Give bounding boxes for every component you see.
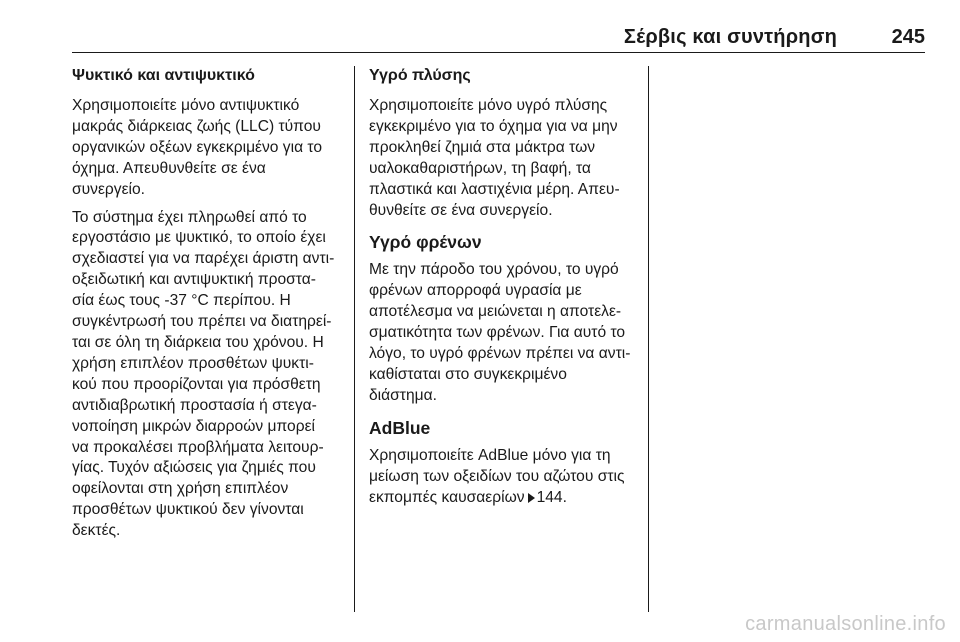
text-line: καθίσταται στο συγκεκριμένο: [369, 365, 567, 383]
text-line: ται σε όλη τη διάρκεια του χρόνου. Η: [72, 333, 324, 351]
text-line: προκληθεί ζημιά στα μάκτρα των: [369, 138, 596, 156]
page-header: [72, 22, 925, 53]
text-line: διάστημα.: [369, 386, 437, 404]
text-line: μείωση των οξειδίων του αζώτου στις: [369, 467, 625, 485]
text-line: οφείλονται στη χρήση επιπλέον: [72, 480, 289, 498]
section-heading-adblue: AdBlue: [369, 417, 431, 438]
text-line: οξειδωτική και αντιψυκτική προστα-: [72, 271, 316, 289]
text-line: Χρησιμοποιείτε AdBlue μόνο για τη: [369, 446, 611, 464]
text-line: νοποίηση μικρών διαρροών μπορεί: [72, 417, 316, 435]
section-heading-washer-fluid: Υγρό πλύσης: [369, 67, 471, 84]
text-line: αποτέλεσμα να μειώνεται η αποτελε-: [369, 303, 622, 321]
text-line: δεκτές.: [72, 522, 121, 540]
text-line: θυνθείτε σε ένα συνεργείο.: [369, 201, 553, 219]
text-line: υαλοκαθαριστήρων, τη βαφή, τα: [369, 159, 591, 177]
text-line: όχημα. Απευθυνθείτε σε ένα: [72, 159, 266, 177]
text-line: Το σύστημα έχει πληρωθεί από το: [72, 208, 307, 226]
text-line: Με την πάροδο του χρόνου, το υγρό: [369, 261, 619, 279]
text-line: πλαστικά και λαστιχένια μέρη. Απευ-: [369, 180, 620, 198]
text-line: συγκέντρωσή του πρέπει να διατηρεί-: [72, 313, 332, 331]
watermark: carmanualsonline.info: [745, 613, 946, 635]
text-line: λόγο, το υγρό φρένων πρέπει να αντι-: [369, 345, 631, 363]
column-divider-left: [354, 66, 355, 612]
text-line: συνεργείο.: [72, 180, 145, 198]
page-reference-link[interactable]: 144.: [536, 488, 567, 506]
text-line: [369, 488, 654, 509]
text-line: σματικότητα των φρένων. Για αυτό το: [369, 324, 626, 342]
section-heading-brake-fluid: Υγρό φρένων: [369, 232, 482, 253]
text-line: χρήση επιπλέον προσθέτων ψυκτι-: [72, 354, 314, 372]
section-heading-coolant: Ψυκτικό και αντιψυκτικό: [72, 67, 255, 84]
text-line: εργοστάσιο με ψυκτικό, το οποίο έχει: [72, 229, 326, 247]
text-line: εγκεκριμένο για το όχημα για να μην: [369, 117, 618, 135]
text-line: οργανικών οξέων εγκεκριμένο για το: [72, 138, 323, 156]
text-line: φρένων απορροφά υγρασία με: [369, 282, 582, 300]
text-line: Χρησιμοποιείτε μόνο υγρό πλύσης: [369, 97, 608, 114]
coolant-paragraph-2: [72, 208, 354, 543]
page-reference-arrow-icon: [528, 493, 535, 503]
adblue-paragraph: [369, 446, 654, 509]
text-line: γίας. Τυχόν αξιώσεις για ζημιές που: [72, 459, 316, 477]
text-line: κού που προορίζονται για πρόσθετη: [72, 375, 321, 393]
right-column: [369, 66, 654, 516]
page-number: 245: [891, 26, 925, 48]
text-line: να προκαλέσει προβλήματα λειτουρ-: [72, 438, 324, 456]
left-column: [72, 66, 354, 549]
column-divider-right: [648, 66, 649, 612]
washer-fluid-paragraph: [369, 96, 654, 221]
running-title: Σέρβις και συντήρηση: [623, 26, 837, 48]
text-line: προσθέτων ψυκτικού δεν γίνονται: [72, 501, 304, 519]
text-line: αντιδιαβρωτική προστασία ή στεγα-: [72, 396, 317, 414]
text-line: Χρησιμοποιείτε μόνο αντιψυκτικό: [72, 97, 300, 114]
coolant-paragraph-1: [72, 96, 354, 201]
text-line: μακράς διάρκειας ζωής (LLC) τύπου: [72, 117, 321, 135]
text-line: σχεδιαστεί για να παρέχει άριστη αντι-: [72, 250, 335, 268]
brake-fluid-paragraph: [369, 260, 654, 406]
text-fragment: εκπομπές καυσαερίων: [369, 488, 525, 506]
text-line: σία έως τους -37 °C περίπου. Η: [72, 292, 291, 310]
